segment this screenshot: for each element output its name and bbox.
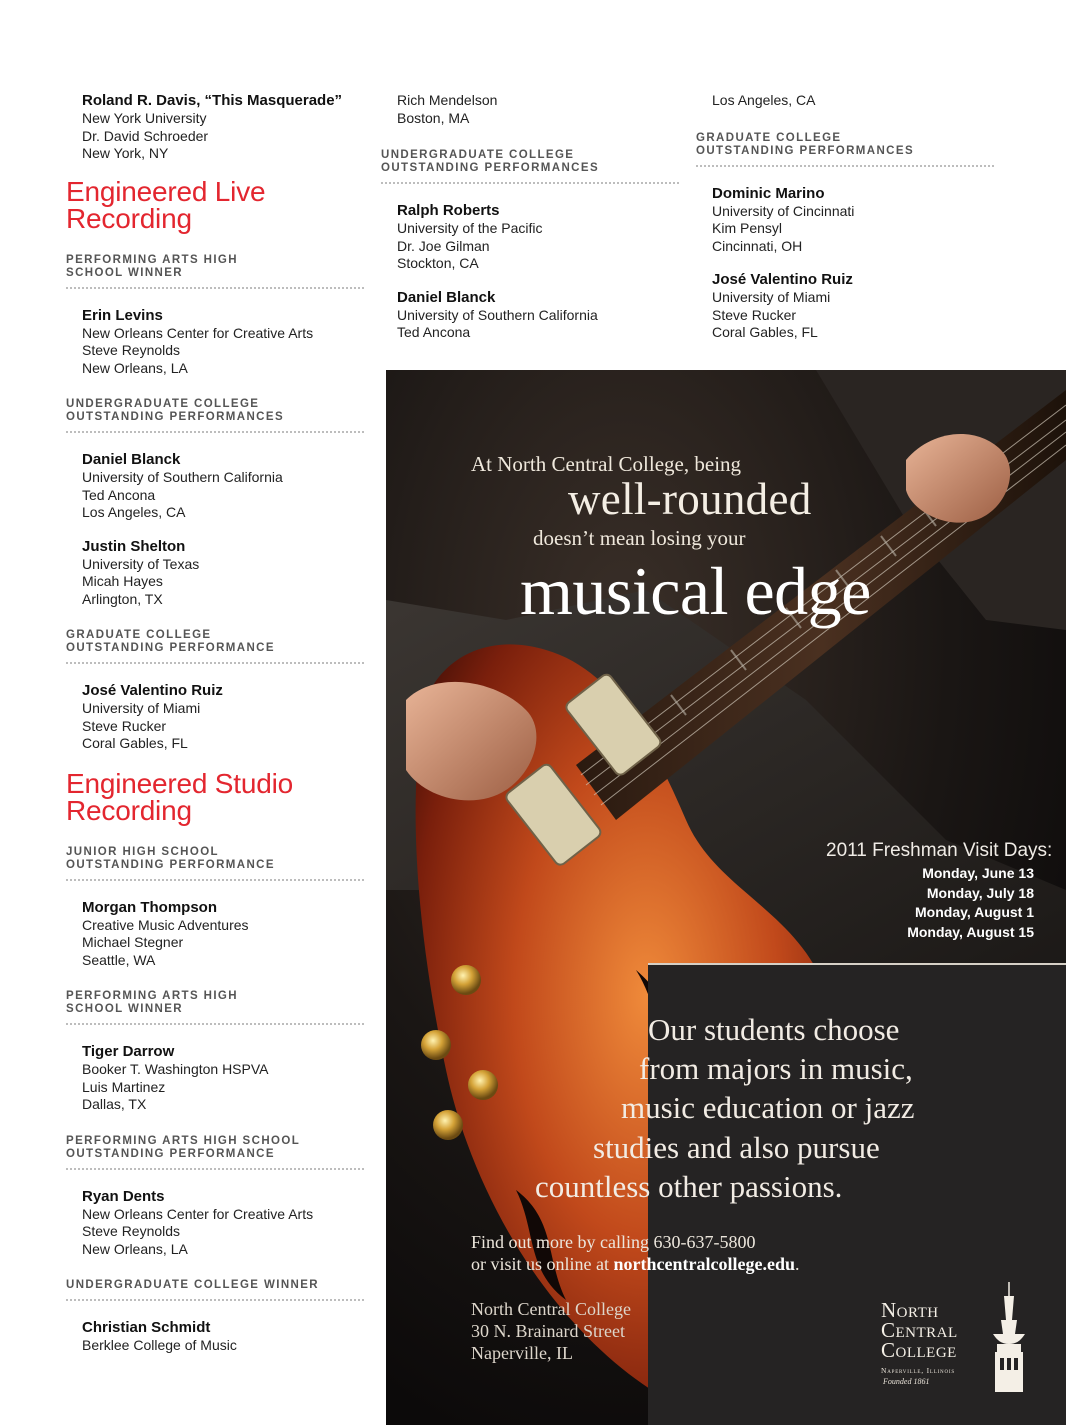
visit-day: Monday, August 15 (907, 923, 1034, 940)
entry-line: Luis Martinez (82, 1078, 166, 1095)
entry-line: Los Angeles, CA (712, 92, 816, 108)
contact-web-prefix: or visit us online at (471, 1254, 614, 1274)
visit-days-list (907, 864, 1034, 942)
entry-line: University of Southern California (82, 469, 283, 485)
body-line: Our students choose (648, 1012, 900, 1047)
entry-line: University of Southern California (397, 306, 598, 323)
entry-tiger-darrow (82, 1043, 364, 1114)
category-heading: PERFORMING ARTS HIGH SCHOOL WINNER (66, 990, 364, 1025)
logo-line: North (881, 1298, 939, 1322)
entry-line: New York, NY (82, 145, 169, 161)
entry-line: Arlington, TX (82, 590, 163, 607)
category-heading: GRADUATE COLLEGE OUTSTANDING PERFORMANCE (66, 629, 364, 664)
entry-erin-levins (82, 307, 364, 378)
entry-name: Daniel Blanck (397, 288, 496, 306)
logo-founded: Founded 1861 (883, 1377, 930, 1386)
contact-web-suffix: . (794, 1254, 800, 1274)
headline-line-3: doesn’t mean losing your (533, 526, 746, 550)
ad-divider (648, 963, 1066, 965)
category-heading: GRADUATE COLLEGE OUTSTANDING PERFORMANCES (696, 132, 994, 167)
entry-line: New Orleans Center for Creative Arts (82, 324, 314, 341)
body-line: music education or jazz (621, 1090, 915, 1125)
entry-line: Kim Pensyl (712, 220, 783, 236)
section-title-live: Engineered Live Recording (66, 175, 266, 234)
entry-line: Los Angeles, CA (82, 504, 186, 520)
entry-line: Boston, MA (397, 109, 470, 126)
entry-ryan-dents (82, 1188, 364, 1259)
entry-name: Ryan Dents (82, 1187, 165, 1205)
contact-phone: Find out more by calling 630-637-5800 (471, 1232, 756, 1252)
entry-line: Coral Gables, FL (712, 324, 818, 340)
entry-line: University of Texas (82, 555, 200, 572)
entry-justin-shelton (82, 538, 364, 609)
logo-line: College (881, 1338, 957, 1362)
headline-well-rounded: well-rounded (568, 474, 812, 524)
entry-continued (397, 92, 679, 127)
entry-name: José Valentino Ruiz (712, 271, 853, 288)
entry-continued (712, 92, 994, 110)
entry-name: Dominic Marino (712, 184, 825, 202)
entry-name: Erin Levins (82, 306, 163, 324)
entry-line: Stockton, CA (397, 255, 479, 271)
entry-line: New Orleans, LA (82, 359, 188, 376)
website-link[interactable]: northcentralcollege.edu (613, 1254, 795, 1274)
headline-musical-edge: musical edge (520, 553, 871, 629)
entry-line: Dallas, TX (82, 1096, 147, 1112)
entry-line: Steve Rucker (82, 717, 167, 734)
entry-name: Daniel Blanck (82, 451, 181, 468)
entry-morgan-thompson (82, 899, 364, 970)
entry-line: Steve Reynolds (82, 1223, 181, 1239)
category-heading: PERFORMING ARTS HIGH SCHOOL WINNER (66, 254, 364, 289)
entry-line: New York University (82, 110, 207, 126)
college-advertisement (386, 370, 1066, 1425)
column-2 (381, 92, 679, 342)
entry-line: Berklee College of Music (82, 1337, 237, 1353)
entry-name: Morgan Thompson (82, 898, 217, 916)
entry-jose-ruiz-2 (712, 271, 994, 342)
entry-line: New Orleans, LA (82, 1240, 188, 1257)
entry-line: University of Miami (82, 700, 201, 716)
entry-daniel-blanck-2 (397, 289, 679, 342)
category-heading: UNDERGRADUATE COLLEGE OUTSTANDING PERFORMANCES (381, 149, 679, 184)
entry-line: Dr. Joe Gilman (397, 237, 490, 254)
entry-dominic-marino (712, 185, 994, 256)
tower-icon (979, 1282, 1039, 1394)
entry-line: New Orleans Center for Creative Arts (82, 1205, 314, 1222)
entry-name: Roland R. Davis, “This Masquerade” (82, 92, 343, 109)
entry-name: José Valentino Ruiz (82, 682, 223, 699)
logo-line: Central (881, 1318, 958, 1342)
entry-line: Seattle, WA (82, 951, 156, 968)
category-heading: UNDERGRADUATE COLLEGE WINNER (66, 1279, 364, 1301)
column-3 (696, 92, 994, 342)
category-heading: PERFORMING ARTS HIGH SCHOOL OUTSTANDING PERFORMANCE (66, 1135, 364, 1170)
logo-subtitle: Naperville, Illinois (881, 1366, 955, 1375)
contact-web (471, 1254, 799, 1275)
entry-line: Dr. David Schroeder (82, 127, 209, 144)
entry-line: University of Miami (712, 289, 831, 305)
column-1 (66, 92, 364, 1355)
section-title-studio: Engineered Studio Recording (66, 767, 293, 826)
entry-line: Steve Reynolds (82, 342, 181, 358)
entry-line: Ted Ancona (82, 486, 156, 503)
category-heading: UNDERGRADUATE COLLEGE OUTSTANDING PERFORMANCES (66, 398, 364, 433)
body-line: countless other passions. (535, 1169, 843, 1204)
entry-name: Justin Shelton (82, 537, 186, 555)
address-line: North Central College (471, 1299, 631, 1319)
entry-roland-davis (82, 92, 364, 163)
entry-line: University of Cincinnati (712, 202, 855, 219)
entry-line: Rich Mendelson (397, 92, 498, 108)
headline-line-1: At North Central College, being (471, 452, 742, 476)
entry-line: University of the Pacific (397, 220, 543, 236)
entry-name: Tiger Darrow (82, 1043, 175, 1060)
entry-line: Ted Ancona (397, 324, 471, 340)
entry-daniel-blanck (82, 451, 364, 522)
address-line: Naperville, IL (471, 1343, 573, 1363)
college-logo (881, 1298, 1051, 1408)
entry-line: Cincinnati, OH (712, 237, 803, 254)
entry-jose-ruiz (82, 682, 364, 753)
visit-days-title: 2011 Freshman Visit Days: (826, 840, 1053, 861)
body-line: from majors in music, (639, 1051, 913, 1086)
entry-christian-schmidt (82, 1319, 364, 1355)
entry-line: Booker T. Washington HSPVA (82, 1061, 269, 1077)
visit-day: Monday, August 1 (915, 904, 1034, 920)
entry-line: Michael Stegner (82, 934, 184, 950)
body-line: studies and also pursue (593, 1130, 880, 1165)
visit-day: Monday, June 13 (922, 865, 1034, 881)
entry-ralph-roberts (397, 202, 679, 273)
address-block (471, 1298, 631, 1364)
entry-line: Steve Rucker (712, 306, 797, 323)
visit-day: Monday, July 18 (926, 884, 1034, 901)
entry-line: Creative Music Adventures (82, 916, 249, 933)
entry-name: Ralph Roberts (397, 202, 500, 219)
entry-line: Micah Hayes (82, 573, 163, 589)
entry-line: Coral Gables, FL (82, 735, 188, 751)
category-heading: JUNIOR HIGH SCHOOL OUTSTANDING PERFORMANCE (66, 846, 364, 881)
address-line: 30 N. Brainard Street (471, 1321, 625, 1341)
entry-name: Christian Schmidt (82, 1319, 211, 1336)
